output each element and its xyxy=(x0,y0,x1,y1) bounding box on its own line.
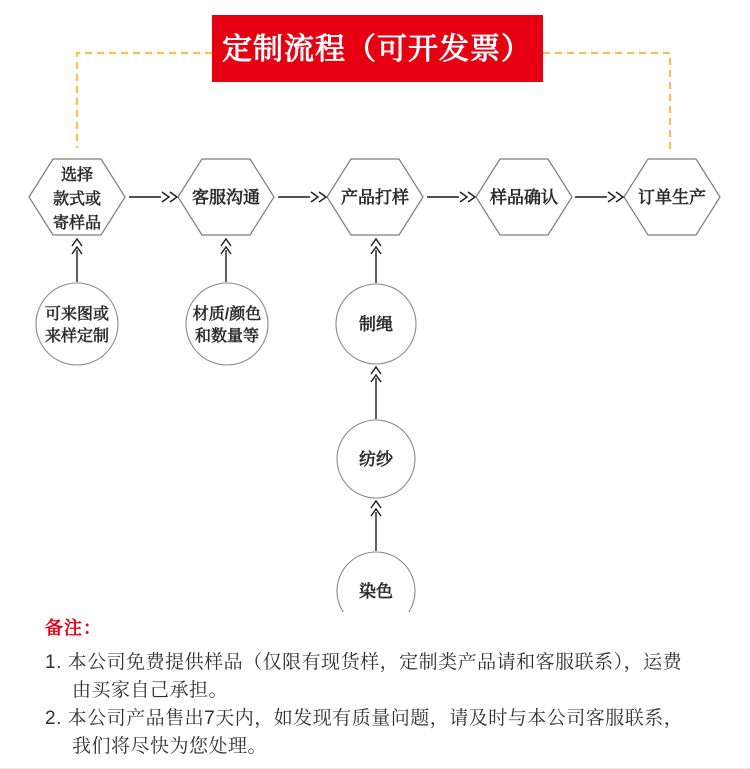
flow-arrow-up-1 xyxy=(72,239,82,282)
flow-arrow-up-2 xyxy=(221,239,231,282)
flow-arrow-right-4 xyxy=(575,192,623,202)
page-title: 定制流程（可开发票） xyxy=(222,33,532,66)
note-1-line-1: 1. 本公司免费提供样品（仅限有现货样，定制类产品请和客服联系），运费 xyxy=(45,652,683,673)
flow-arrow-up-4 xyxy=(371,367,381,419)
circle-label: 纺纱 xyxy=(359,450,393,469)
step-label: 寄样品 xyxy=(52,215,102,232)
flow-arrow-right-1 xyxy=(129,192,177,202)
note-2-line-1: 2. 本公司产品售出7天内，如发现有质量问题，请及时与本公司客服联系， xyxy=(45,708,684,729)
circle-label: 材质/颜色 xyxy=(192,306,262,323)
note-1-line-2: 由买家自己承担。 xyxy=(72,680,229,701)
circle-label: 和数量等 xyxy=(194,328,260,345)
dashed-connector-left xyxy=(77,53,212,148)
step-label: 客服沟通 xyxy=(192,188,260,207)
flow-arrow-right-2 xyxy=(278,192,326,202)
step-label: 款式或 xyxy=(52,191,102,208)
dashed-connector-right xyxy=(543,53,670,150)
circle-material-color-quantity xyxy=(186,283,268,365)
step-label: 样品确认 xyxy=(490,188,558,207)
circle-label: 可来图或 xyxy=(44,306,110,323)
note-2-line-2: 我们将尽快为您处理。 xyxy=(72,736,268,757)
remarks-heading: 备注： xyxy=(45,618,102,638)
flow-arrow-up-5 xyxy=(371,501,381,551)
circle-label: 染色 xyxy=(359,582,393,601)
circle-label: 来样定制 xyxy=(44,328,110,345)
step-label: 选择 xyxy=(60,167,94,184)
circle-custom-by-image-or-sample xyxy=(36,283,118,365)
flow-arrow-right-3 xyxy=(427,192,475,202)
step-label: 产品打样 xyxy=(341,188,409,207)
remarks-section xyxy=(45,614,730,761)
circle-label: 制绳 xyxy=(359,315,393,334)
flow-arrow-up-3 xyxy=(371,239,381,283)
step-label: 订单生产 xyxy=(638,188,706,207)
